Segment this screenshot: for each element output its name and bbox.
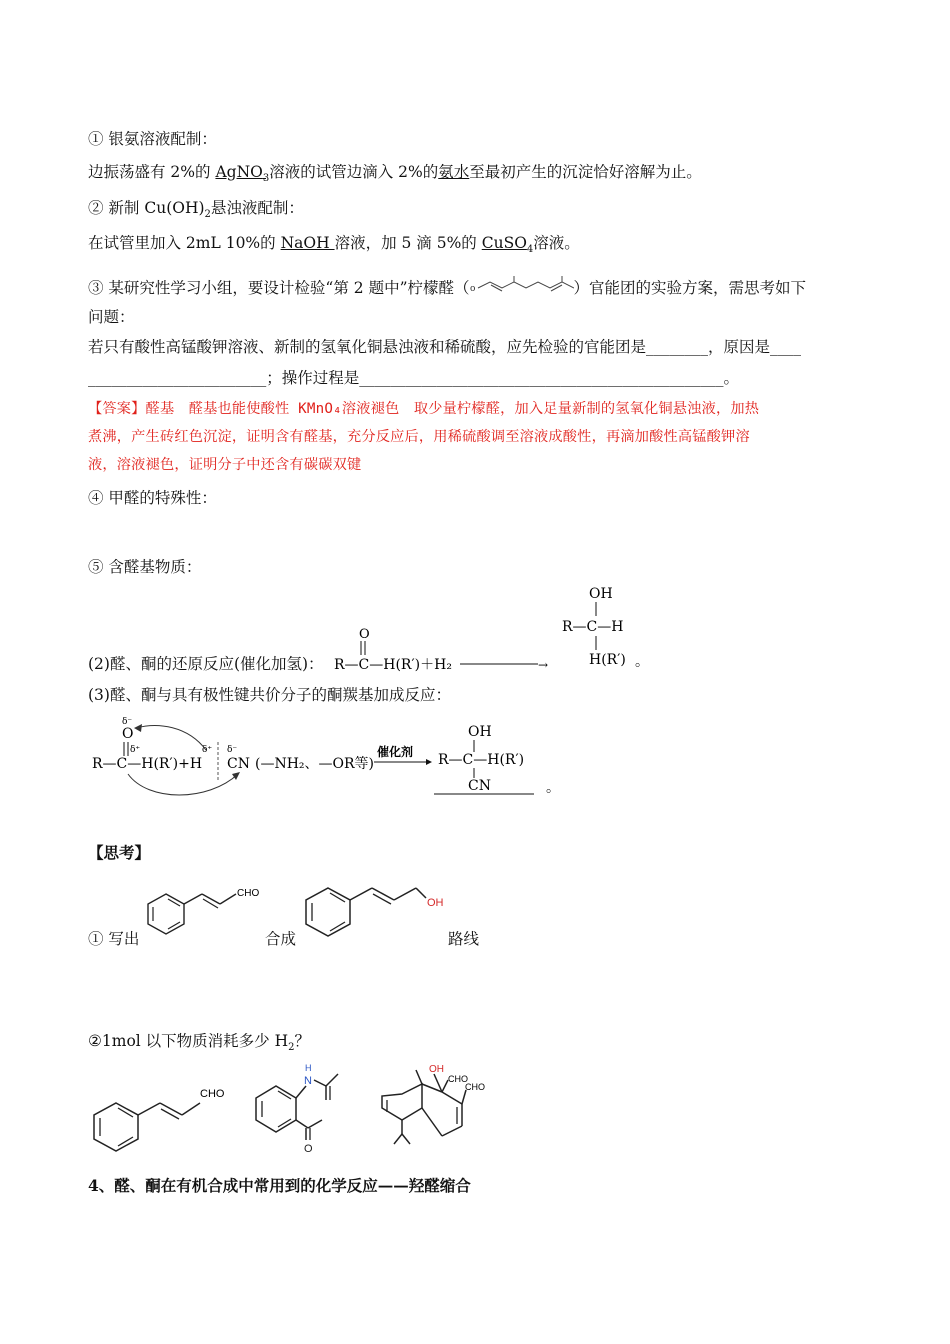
reduction-label: (2)醛、酮的还原反应(催化加氢)： [88, 655, 324, 673]
reduction-equation [330, 580, 660, 690]
cinnamaldehyde-structure [140, 878, 270, 942]
svg-text:OH: OH [427, 897, 444, 909]
think-title: 【思考】 [88, 843, 151, 862]
naoh-term: NaOH [280, 234, 335, 252]
svg-text:。: 。 [635, 654, 649, 670]
hydrogen-consumption-question: ②1mol 以下物质消耗多少 $H_2$？ [88, 1032, 311, 1054]
svg-text:O: O [359, 627, 370, 642]
svg-text:CHO: CHO [448, 1074, 468, 1084]
molecule-1-structure [88, 1075, 238, 1155]
svg-text:N: N [304, 1075, 312, 1087]
svg-text:OH: OH [589, 586, 613, 602]
svg-text:δ⁺: δ⁺ [202, 745, 213, 755]
svg-text:CN: CN [227, 756, 250, 772]
svg-text:CHO: CHO [237, 888, 260, 899]
svg-text:OH: OH [468, 724, 492, 740]
svg-text:。: 。 [546, 780, 560, 796]
svg-text:催化剂: 催化剂 [377, 745, 414, 759]
addition-label: (3)醛、酮与具有极性键共价分子的酮羰基加成反应： [88, 686, 451, 704]
section-4-title: 4、醛、酮在有机合成中常用到的化学反应——羟醛缩合 [88, 1176, 471, 1195]
svg-text:(—NH₂、—OR等): (—NH₂、—OR等) [255, 756, 375, 772]
svg-text:H(R′): H(R′) [589, 652, 626, 668]
formaldehyde-label: ④ 甲醛的特殊性： [88, 489, 217, 507]
svg-text:R—C—H(R′)+H: R—C—H(R′)+H [92, 756, 203, 772]
question-wrap: 问题： [88, 308, 135, 326]
copper-hydroxide-label: ② 新制 $Cu(OH)_2$悬浊液配制： [88, 199, 304, 221]
citral-structure-icon [470, 276, 574, 298]
addition-equation [88, 712, 568, 802]
svg-text:R—C—H(R′)＋H₂: R—C—H(R′)＋H₂ [334, 657, 452, 673]
agno3-term: AgNO$_3$ [215, 163, 270, 185]
svg-text:CN: CN [468, 778, 491, 794]
silver-ammonia-label: ① 银氨溶液配制： [88, 130, 217, 148]
cuso4-term: CuSO$_4$ [481, 234, 534, 256]
svg-text:O: O [304, 1143, 313, 1155]
answer-line-1: 【答案】醛基 醛基也能使酸性 KMnO₄溶液褪色 取少量柠檬醛，加入足量新制的氢氧化铜悬浊液，加热 [88, 401, 760, 417]
svg-text:R—C—H(R′): R—C—H(R′) [438, 752, 525, 768]
svg-text:→: → [538, 658, 549, 672]
svg-text:δ⁺: δ⁺ [130, 745, 141, 755]
aldehyde-substances-label: ⑤ 含醛基物质： [88, 558, 202, 576]
svg-text:H: H [305, 1063, 312, 1073]
molecule-2-structure [250, 1062, 350, 1158]
ammonia-term: 氨水 [438, 163, 470, 181]
silver-ammonia-procedure: 边振荡盛有 2%的 AgNO$_3$溶液的试管边滴入 2%的氨水至最初产生的沉淀恰好溶解为止。 [88, 163, 702, 185]
svg-text:CHO: CHO [200, 1088, 225, 1100]
citral-question: ③ 某研究性学习小组，要设计检验“第 2 题中”柠檬醛（ o ）官能团的实验方案，需思考如下 [88, 276, 806, 298]
synthesis-question: ① 写出 [88, 930, 140, 948]
synthesis-question-mid: 合成 [265, 930, 297, 948]
svg-text:o: o [469, 284, 475, 294]
molecule-3-structure [376, 1060, 496, 1160]
svg-text:OH: OH [429, 1064, 444, 1075]
svg-text:CHO: CHO [465, 1082, 485, 1092]
cinnamyl-alcohol-structure [298, 870, 458, 944]
answer-line-2: 煮沸，产生砖红色沉淀，证明含有醛基，充分反应后，用稀硫酸调至溶液成酸性，再滴加酸性高锰酸钾溶 [88, 429, 750, 445]
synthesis-question-end: 路线 [448, 930, 480, 948]
copper-hydroxide-procedure: 在试管里加入 2mL 10%的 NaOH 溶液，加 5 滴 5%的 CuSO$_4$溶液。 [88, 234, 580, 256]
svg-text:δ⁻: δ⁻ [122, 717, 133, 727]
fill-blank-line-1: 若只有酸性高锰酸钾溶液、新制的氢氧化铜悬浊液和稀硫酸，应先检验的官能团是________，原因是____ [88, 338, 802, 356]
svg-text:δ⁻: δ⁻ [227, 745, 238, 755]
svg-text:R—C—H: R—C—H [562, 619, 624, 635]
answer-line-3: 液，溶液褪色，证明分子中还含有碳碳双键 [88, 457, 362, 473]
svg-text:O: O [122, 726, 134, 742]
fill-blank-line-2: _______________________；操作过程是_______________________________________________。 [88, 369, 740, 387]
